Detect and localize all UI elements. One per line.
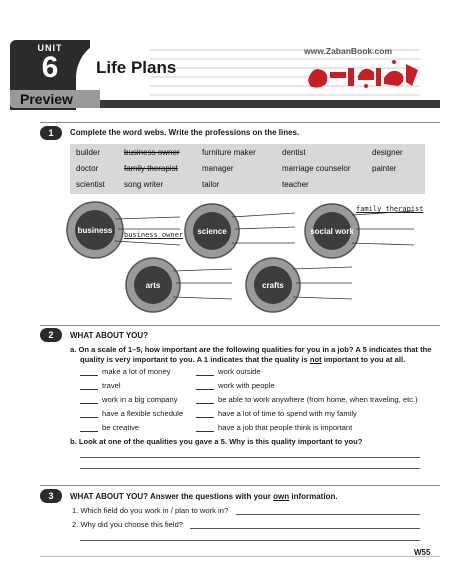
quality-item — [196, 367, 261, 376]
quality-label: work in a big company — [102, 395, 178, 404]
word-bank-item: builder — [76, 148, 101, 157]
quality-item — [80, 395, 178, 404]
word-bank-item: family therapist — [124, 164, 178, 173]
section-2-rule — [40, 325, 440, 326]
rating-blank[interactable] — [196, 417, 214, 418]
word-bank-item: marriage counselor — [282, 164, 351, 173]
answer-line-3-2[interactable] — [190, 528, 420, 529]
word-webs — [0, 195, 450, 315]
question-a-line-2 — [80, 355, 405, 365]
answer-line-b2[interactable] — [80, 468, 420, 469]
web-label-arts: arts — [145, 281, 161, 290]
quality-item — [196, 409, 357, 418]
word-bank-item: tailor — [202, 180, 220, 189]
quality-item — [196, 395, 418, 404]
question-3-2: 2. Why did you choose this field? — [72, 520, 184, 529]
unit-number: 6 — [41, 51, 59, 84]
section-1-rule — [40, 122, 440, 123]
section-2-badge: 2 — [40, 328, 62, 342]
answer-line-3-3[interactable] — [80, 540, 420, 541]
section-1-badge: 1 — [40, 126, 62, 140]
section-2-heading: WHAT ABOUT YOU? — [70, 331, 149, 340]
rating-blank[interactable] — [196, 375, 214, 376]
quality-label: have a flexible schedule — [102, 409, 184, 418]
section-3-rule — [40, 485, 440, 486]
rating-blank[interactable] — [80, 389, 98, 390]
emphasis-not: not — [309, 355, 322, 364]
word-bank-item: painter — [372, 164, 397, 173]
section-3-heading-label: WHAT ABOUT YOU? — [70, 492, 150, 501]
footer-rule — [40, 556, 440, 557]
section-3-heading-main: Answer the questions with your — [150, 492, 274, 501]
section-3-heading — [70, 492, 338, 501]
rating-blank[interactable] — [80, 403, 98, 404]
section-3-badge: 3 — [40, 489, 62, 503]
quality-item — [196, 423, 352, 432]
web-label-business: business — [77, 226, 113, 235]
quality-label: have a job that people think is important — [218, 423, 353, 432]
quality-label: travel — [102, 381, 121, 390]
preview-label: Preview — [10, 90, 100, 108]
answer-line-3-1[interactable] — [236, 514, 420, 515]
answer-line-b1[interactable] — [80, 457, 420, 458]
quality-label: make a lot of money — [102, 367, 171, 376]
quality-item — [80, 423, 139, 432]
word-bank-item: business owner — [124, 148, 180, 157]
word-bank-item: furniture maker — [202, 148, 256, 157]
quality-label: be creative — [102, 423, 140, 432]
quality-label: work with people — [218, 381, 275, 390]
unit-label: UNIT — [37, 43, 63, 53]
question-b: b. Look at one of the qualities you gave a 5. Why is this quality important to you? — [70, 437, 363, 446]
question-a-text-end: important to you at all. — [321, 355, 406, 364]
word-bank-item: manager — [202, 164, 234, 173]
watermark — [300, 44, 426, 94]
zabanbook-logo-icon — [302, 56, 424, 92]
word-bank-item: scientist — [76, 180, 105, 189]
word-bank-item: song writer — [124, 180, 164, 189]
section-3-heading-end: information. — [289, 492, 338, 501]
rating-blank[interactable] — [80, 375, 98, 376]
question-a-line-1: a. On a scale of 1–5, how important are the following qualities for you in a job? A 5 indicates that the — [70, 345, 432, 354]
question-a-text: quality is very important to you. A 1 indicates that the quality is — [80, 355, 310, 364]
quality-item — [196, 381, 275, 390]
rating-blank[interactable] — [80, 431, 98, 432]
section-1-instruction: Complete the word webs. Write the professions on the lines. — [70, 128, 300, 137]
word-bank-item: dentist — [282, 148, 306, 157]
quality-label: have a lot of time to spend with my family — [218, 409, 357, 418]
watermark-url: www.ZabanBook.com — [304, 46, 393, 56]
web-answer-business: business owner — [124, 231, 184, 239]
web-label-crafts: crafts — [262, 281, 284, 290]
rating-blank[interactable] — [80, 417, 98, 418]
word-bank-item: teacher — [282, 180, 309, 189]
header-rule — [70, 100, 440, 108]
rating-blank[interactable] — [196, 389, 214, 390]
word-bank-item: doctor — [76, 164, 99, 173]
quality-item — [80, 409, 183, 418]
emphasis-own: own — [273, 492, 290, 501]
page-number: W55 — [414, 548, 431, 557]
web-label-science: science — [197, 227, 227, 236]
page-title: Life Plans — [96, 58, 177, 77]
quality-item — [80, 381, 121, 390]
quality-label: be able to work anywhere (from home, when traveling, etc.) — [218, 395, 418, 404]
word-bank-item: designer — [372, 148, 403, 157]
quality-item — [80, 367, 170, 376]
web-label-social-work: social work — [310, 227, 354, 236]
rating-blank[interactable] — [196, 431, 214, 432]
web-answer-social-work: family therapist — [356, 205, 424, 213]
quality-label: work outside — [218, 367, 261, 376]
rating-blank[interactable] — [196, 403, 214, 404]
question-3-1: 1. Which field do you work in / plan to work in? — [72, 506, 229, 515]
